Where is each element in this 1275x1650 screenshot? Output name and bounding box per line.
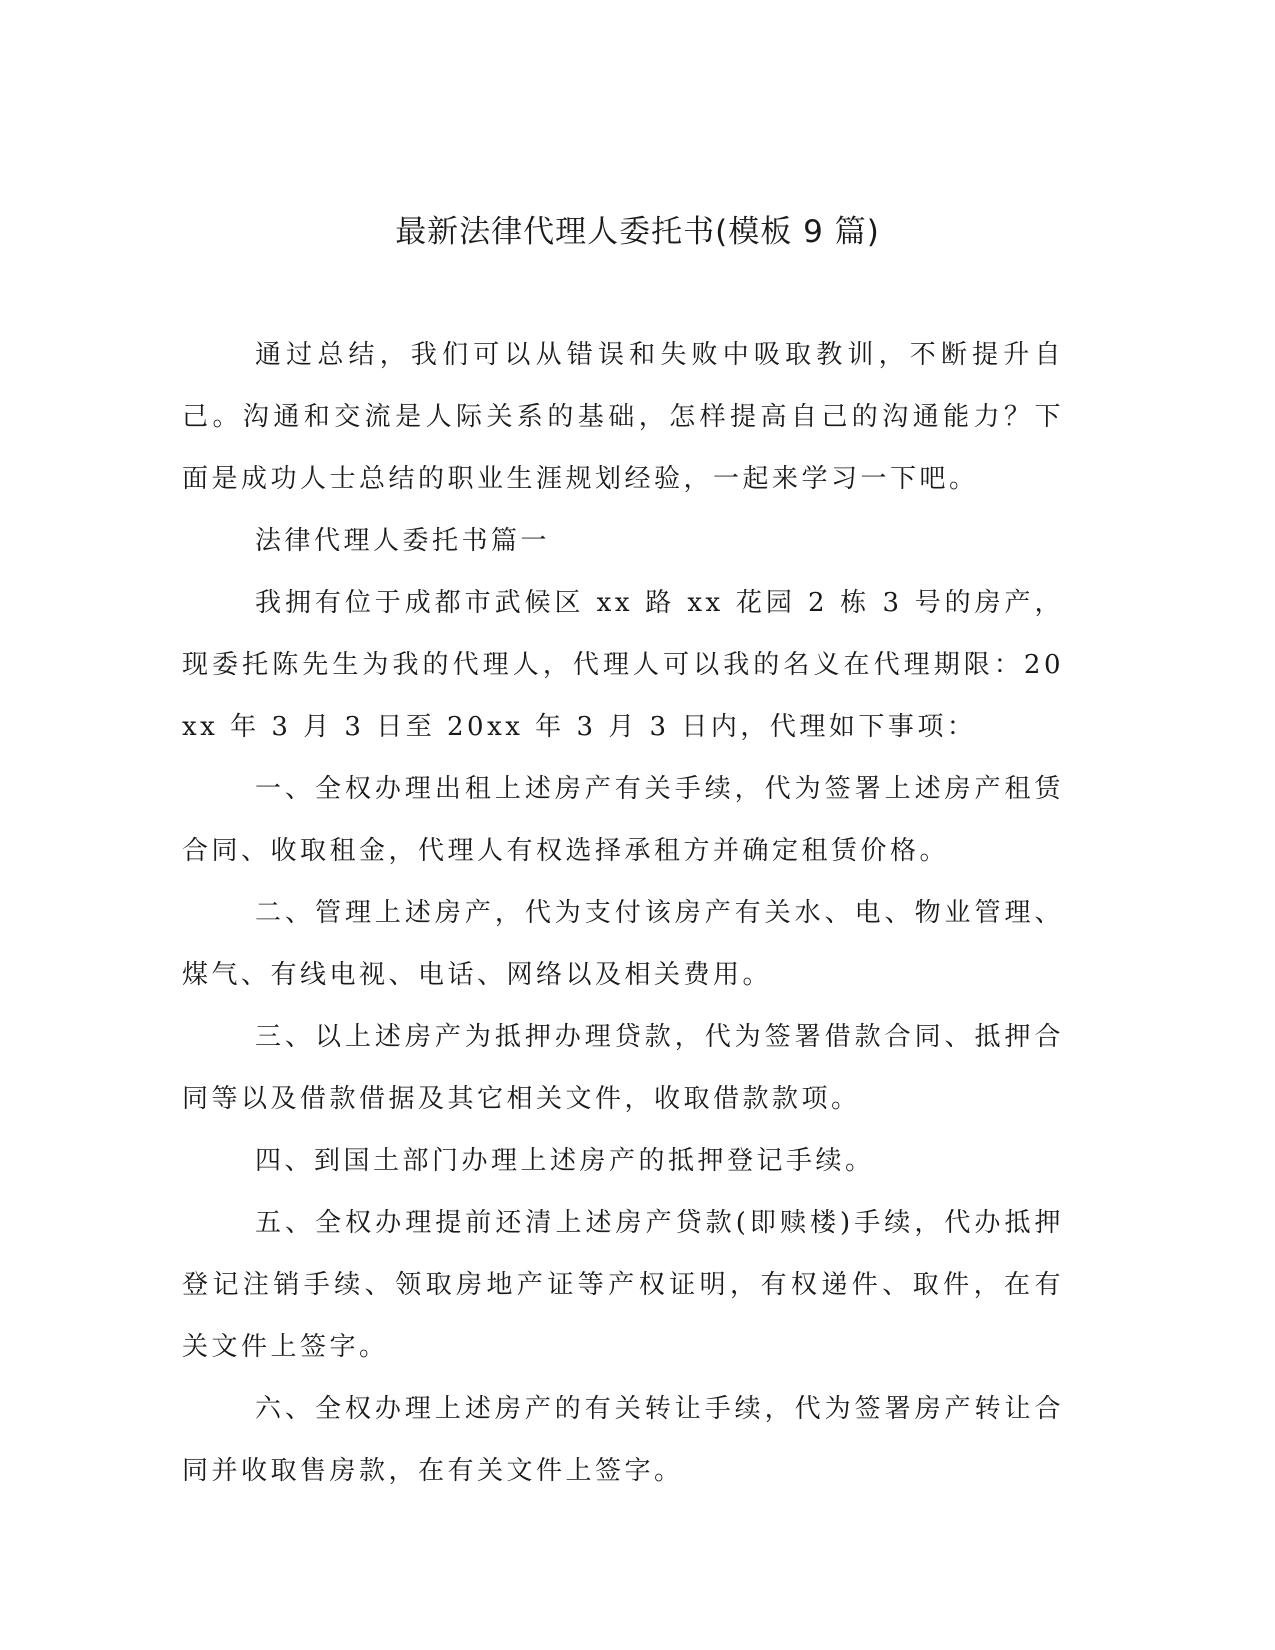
section-heading: 法律代理人委托书篇一 — [255, 526, 551, 556]
paragraph-item-3: 三、以上述房产为抵押办理贷款，代为签署借款合同、抵押合同等以及借款借据及其它相关文件，收取借款款项。 — [182, 1022, 1064, 1114]
paragraph-item-1: 一、全权办理出租上述房产有关手续，代为签署上述房产租赁合同、收取租金，代理人有权选择承租方并确定租赁价格。 — [182, 774, 1064, 866]
paragraph-item-6: 六、全权办理上述房产的有关转让手续，代为签署房产转让合同并收取售房款，在有关文件上签字。 — [182, 1394, 1064, 1486]
document-body — [182, 324, 1064, 1502]
paragraph-item-4: 四、到国土部门办理上述房产的抵押登记手续。 — [255, 1146, 875, 1176]
paragraph-item-2: 二、管理上述房产，代为支付该房产有关水、电、物业管理、煤气、有线电视、电话、网络以及相关费用。 — [182, 898, 1064, 990]
intro-paragraph: 通过总结，我们可以从错误和失败中吸取教训，不断提升自己。沟通和交流是人际关系的基础，怎样提高自己的沟通能力？下面是成功人士总结的职业生涯规划经验，一起来学习一下吧。 — [182, 340, 1064, 494]
paragraph-property-statement: 我拥有位于成都市武候区 xx 路 xx 花园 2 栋 3 号的房产，现委托陈先生为我的代理人，代理人可以我的名义在代理期限：20xx 年 3 月 3 日至 20xx 年 3 月 3 日内，代理如下事项： — [182, 588, 1064, 742]
document-title: 最新法律代理人委托书(模板 9 篇) — [395, 214, 880, 250]
paragraph-item-5: 五、全权办理提前还清上述房产贷款(即赎楼)手续，代办抵押登记注销手续、领取房地产证等产权证明，有权递件、取件，在有关文件上签字。 — [182, 1208, 1064, 1362]
